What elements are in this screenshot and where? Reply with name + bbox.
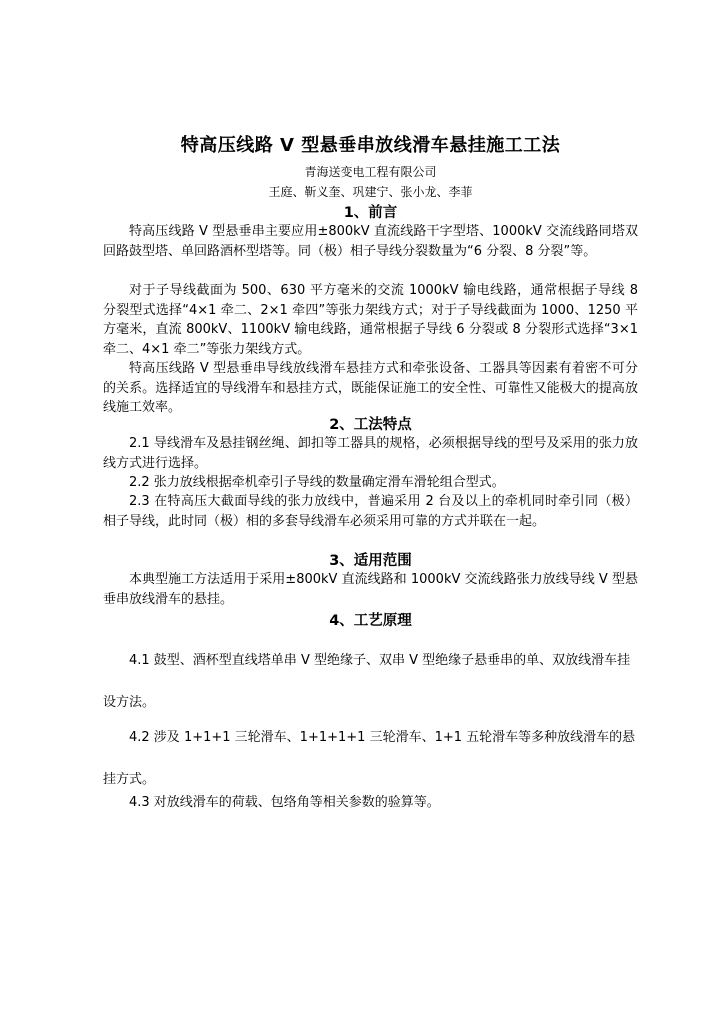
paragraph: 对于子导线截面为 500、630 平方毫米的交流 1000kV 输电线路，通常根据子导线 8 分裂型式选择“4×1 牵二、2×1 牵四”等张力架线方式；对于子导线截面为 1000、1250 平方毫米，直流 800kV、1100kV 输电线路，通常根据子导线 6 分裂或 8 分裂形式选择“3×1 牵二、4×1 牵二”等张力架线方式。 [103,283,638,357]
paragraph: 4.2 涉及 1+1+1 三轮滑车、1+1+1+1 三轮滑车、1+1 五轮滑车等多种放线滑车的悬挂方式。 [103,730,636,787]
section-heading-principle: 4、工艺原理 [329,613,412,629]
paragraph: 本典型施工方法适用于采用±800kV 直流线路和 1000kV 交流线路张力放线导线 V 型悬垂串放线滑车的悬挂。 [103,572,638,607]
paragraph: 特高压线路 V 型悬垂串导线放线滑车悬挂方式和牵张设备、工器具等因素有着密不可分的关系。选择适宜的导线滑车和悬挂方式，既能保证施工的安全性、可靠性又能极大的提高放线施工效率。 [103,361,638,415]
document-page [103,0,638,1024]
paragraph: 特高压线路 V 型悬垂串主要应用±800kV 直流线路干字型塔、1000kV 交流线路同塔双回路鼓型塔、单回路酒杯型塔等。同（极）相子导线分裂数量为“6 分裂、8 分裂”等。 [103,224,638,259]
paragraph: 2.2 张力放线根据牵机牵引子导线的数量确定滑车滑轮组合型式。 [129,475,505,490]
section-heading-features: 2、工法特点 [329,417,412,433]
paragraph: 2.3 在特高压大截面导线的张力放线中，普遍采用 2 台及以上的牵机同时牵引同（极）相子导线，此时同（极）相的多套导线滑车必须采用可靠的方式并联在一起。 [103,494,638,529]
company-name: 青海送变电工程有限公司 [304,165,437,179]
paragraph: 4.3 对放线滑车的荷载、包络角等相关参数的验算等。 [129,795,440,810]
paragraph: 4.1 鼓型、酒杯型直线塔单串 V 型绝缘子、双串 V 型绝缘子悬垂串的单、双放线滑车挂设方法。 [103,653,631,710]
document-title: 特高压线路 V 型悬垂串放线滑车悬挂施工工法 [180,135,561,156]
section-heading-foreword: 1、前言 [343,205,398,221]
paragraph: 2.1 导线滑车及悬挂钢丝绳、卸扣等工器具的规格，必须根据导线的型号及采用的张力放线方式进行选择。 [103,436,638,471]
section-heading-scope: 3、适用范围 [329,553,412,569]
author-list: 王庭、靳义奎、巩建宁、张小龙、李菲 [268,185,473,199]
